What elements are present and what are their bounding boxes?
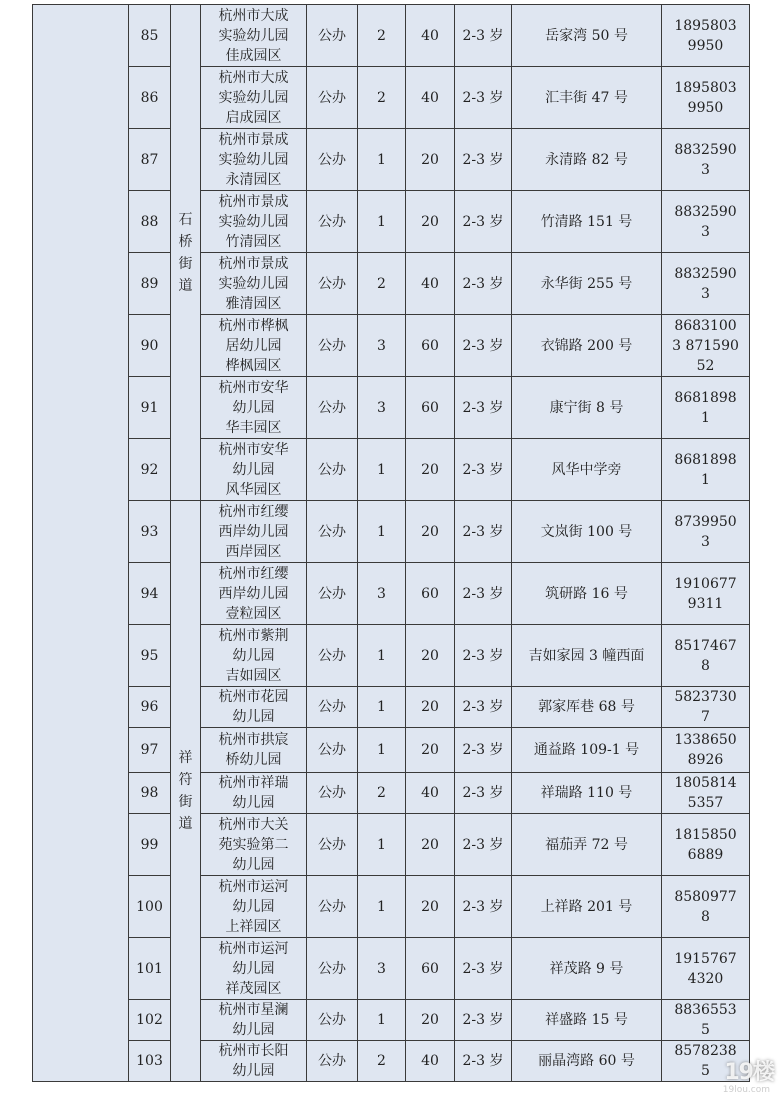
seat-count: 20: [406, 501, 455, 563]
seat-count: 20: [406, 191, 455, 253]
kindergarten-name-line: 杭州市红缨: [218, 565, 289, 582]
kindergarten-name: [201, 814, 307, 876]
row-number: 100: [129, 876, 171, 938]
school-type: 公办: [307, 938, 358, 1000]
table-row: [33, 563, 750, 625]
row-number: 95: [129, 625, 171, 687]
table-row: [33, 1000, 750, 1041]
kindergarten-name-line: 实验幼儿园: [218, 89, 289, 106]
age-range: 2-3 岁: [455, 253, 512, 315]
school-type: 公办: [307, 728, 358, 773]
seat-count: 20: [406, 1000, 455, 1041]
school-type: 公办: [307, 67, 358, 129]
kindergarten-name: [201, 191, 307, 253]
age-range: 2-3 岁: [455, 773, 512, 814]
age-range: 2-3 岁: [455, 687, 512, 728]
address: 康宁街 8 号: [512, 377, 662, 439]
school-type: 公办: [307, 129, 358, 191]
age-range: 2-3 岁: [455, 377, 512, 439]
kindergarten-name: [201, 773, 307, 814]
phone: 86831003 87159052: [662, 315, 750, 377]
kindergarten-name-line: 桥幼儿园: [225, 752, 282, 768]
row-number: 102: [129, 1000, 171, 1041]
kindergarten-name: [201, 687, 307, 728]
seat-count: 40: [406, 1041, 455, 1082]
row-number: 103: [129, 1041, 171, 1082]
age-range: 2-3 岁: [455, 563, 512, 625]
kindergarten-name-line: 杭州市景成: [218, 255, 289, 272]
phone: 18158506889: [662, 814, 750, 876]
table-row: [33, 876, 750, 938]
school-type: 公办: [307, 501, 358, 563]
kindergarten-name-line: 杭州市拱宸: [218, 732, 289, 748]
seat-count: 60: [406, 377, 455, 439]
age-range: 2-3 岁: [455, 625, 512, 687]
kindergarten-name-line: 幼儿园: [232, 461, 275, 478]
address: 衣锦路 200 号: [512, 315, 662, 377]
table-row: [33, 501, 750, 563]
kindergarten-name: [201, 377, 307, 439]
street-cell: [171, 501, 201, 1082]
row-number: 92: [129, 439, 171, 501]
phone: 88365535: [662, 1000, 750, 1041]
school-type: 公办: [307, 439, 358, 501]
table-row: [33, 773, 750, 814]
age-range: 2-3 岁: [455, 1041, 512, 1082]
kindergarten-name: [201, 563, 307, 625]
kindergarten-name: [201, 938, 307, 1000]
class-count: 1: [358, 1000, 406, 1041]
school-type: 公办: [307, 1041, 358, 1082]
phone: 86818981: [662, 377, 750, 439]
row-number: 90: [129, 315, 171, 377]
address: 祥茂路 9 号: [512, 938, 662, 1000]
school-type: 公办: [307, 5, 358, 67]
kindergarten-name-line: 实验幼儿园: [218, 213, 289, 230]
kindergarten-name: [201, 1000, 307, 1041]
class-count: 1: [358, 191, 406, 253]
address: 汇丰街 47 号: [512, 67, 662, 129]
phone: 18958039950: [662, 67, 750, 129]
kindergarten-name-line: 杭州市桦枫: [218, 317, 289, 334]
age-range: 2-3 岁: [455, 129, 512, 191]
kindergarten-name-line: 幼儿园: [232, 1022, 275, 1038]
street-name: 石桥街道: [178, 211, 193, 294]
school-type: 公办: [307, 191, 358, 253]
class-count: 1: [358, 728, 406, 773]
watermark-url: 19lou.com: [722, 1085, 770, 1095]
school-type: 公办: [307, 876, 358, 938]
table-row: [33, 129, 750, 191]
age-range: 2-3 岁: [455, 1000, 512, 1041]
row-number: 87: [129, 129, 171, 191]
kindergarten-name-line: 幼儿园: [232, 795, 275, 811]
kindergarten-name-line: 实验幼儿园: [218, 151, 289, 168]
kindergarten-name-line: 居幼儿园: [225, 337, 282, 354]
row-number: 91: [129, 377, 171, 439]
seat-count: 60: [406, 315, 455, 377]
kindergarten-name: [201, 876, 307, 938]
kindergarten-name-line: 幼儿园: [232, 1063, 275, 1079]
table-row: [33, 377, 750, 439]
kindergarten-name-line: 杭州市景成: [218, 193, 289, 210]
kindergarten-name: [201, 315, 307, 377]
kindergarten-name-line: 实验幼儿园: [218, 27, 289, 44]
school-type: 公办: [307, 563, 358, 625]
phone: 86818981: [662, 439, 750, 501]
table-row: [33, 814, 750, 876]
seat-count: 40: [406, 773, 455, 814]
class-count: 1: [358, 439, 406, 501]
age-range: 2-3 岁: [455, 814, 512, 876]
kindergarten-name-line: 幼儿园: [232, 399, 275, 416]
kindergarten-name-line: 杭州市大成: [218, 69, 289, 86]
kindergarten-name-line: 幼儿园: [232, 709, 275, 725]
table-row: [33, 728, 750, 773]
kindergarten-name-line: 杭州市大关: [218, 816, 289, 833]
kindergarten-table: [32, 4, 750, 1082]
school-type: 公办: [307, 1000, 358, 1041]
row-number: 86: [129, 67, 171, 129]
kindergarten-name-line: 上祥园区: [225, 918, 282, 935]
address: 通益路 109-1 号: [512, 728, 662, 773]
seat-count: 20: [406, 728, 455, 773]
age-range: 2-3 岁: [455, 728, 512, 773]
class-count: 3: [358, 563, 406, 625]
kindergarten-name-line: 杭州市景成: [218, 131, 289, 148]
address: 竹清路 151 号: [512, 191, 662, 253]
seat-count: 20: [406, 625, 455, 687]
kindergarten-name-line: 壹粒园区: [225, 605, 282, 622]
seat-count: 60: [406, 938, 455, 1000]
row-number: 99: [129, 814, 171, 876]
phone: 18958039950: [662, 5, 750, 67]
kindergarten-name-line: 永清园区: [225, 171, 282, 188]
kindergarten-name-line: 西岸幼儿园: [218, 585, 289, 602]
phone: 58237307: [662, 687, 750, 728]
kindergarten-name: [201, 1041, 307, 1082]
table-row: [33, 5, 750, 67]
address: 永华街 255 号: [512, 253, 662, 315]
class-count: 1: [358, 625, 406, 687]
phone: 18058145357: [662, 773, 750, 814]
age-range: 2-3 岁: [455, 67, 512, 129]
age-range: 2-3 岁: [455, 501, 512, 563]
kindergarten-name-line: 杭州市星澜: [218, 1002, 289, 1018]
age-range: 2-3 岁: [455, 191, 512, 253]
address: 福茄弄 72 号: [512, 814, 662, 876]
kindergarten-name-line: 幼儿园: [232, 856, 275, 873]
school-type: 公办: [307, 687, 358, 728]
row-number: 98: [129, 773, 171, 814]
kindergarten-name-line: 杭州市红缨: [218, 503, 289, 520]
address: 郭家厍巷 68 号: [512, 687, 662, 728]
school-type: 公办: [307, 773, 358, 814]
phone: 87399503: [662, 501, 750, 563]
age-range: 2-3 岁: [455, 876, 512, 938]
phone: 19106779311: [662, 563, 750, 625]
phone: 88325903: [662, 129, 750, 191]
class-count: 1: [358, 876, 406, 938]
seat-count: 20: [406, 876, 455, 938]
kindergarten-name-line: 竹清园区: [225, 233, 282, 250]
table-row: [33, 625, 750, 687]
watermark-logo: 19楼: [724, 1060, 774, 1085]
kindergarten-name-line: 华丰园区: [225, 419, 282, 436]
kindergarten-name-line: 佳成园区: [225, 47, 282, 64]
table-row: [33, 315, 750, 377]
address: 上祥路 201 号: [512, 876, 662, 938]
kindergarten-name-line: 杭州市运河: [218, 878, 289, 895]
seat-count: 60: [406, 563, 455, 625]
kindergarten-name-line: 杭州市花园: [218, 689, 289, 705]
class-count: 3: [358, 377, 406, 439]
address: 丽晶湾路 60 号: [512, 1041, 662, 1082]
street-cell: [171, 5, 201, 501]
age-range: 2-3 岁: [455, 315, 512, 377]
row-number: 93: [129, 501, 171, 563]
seat-count: 40: [406, 5, 455, 67]
age-range: 2-3 岁: [455, 938, 512, 1000]
phone: 85809778: [662, 876, 750, 938]
school-type: 公办: [307, 377, 358, 439]
phone: 88325903: [662, 191, 750, 253]
kindergarten-name-line: 雅清园区: [225, 295, 282, 312]
phone: 88325903: [662, 253, 750, 315]
class-count: 2: [358, 5, 406, 67]
class-count: 2: [358, 1041, 406, 1082]
address: 吉如家园 3 幢西面: [512, 625, 662, 687]
address: 文岚街 100 号: [512, 501, 662, 563]
kindergarten-name: [201, 5, 307, 67]
seat-count: 20: [406, 814, 455, 876]
school-type: 公办: [307, 625, 358, 687]
seat-count: 20: [406, 687, 455, 728]
table-row: [33, 191, 750, 253]
kindergarten-name-line: 西岸园区: [225, 543, 282, 560]
class-count: 3: [358, 938, 406, 1000]
seat-count: 20: [406, 129, 455, 191]
address: 筑研路 16 号: [512, 563, 662, 625]
kindergarten-name-line: 吉如园区: [225, 667, 282, 684]
row-number: 101: [129, 938, 171, 1000]
kindergarten-name: [201, 67, 307, 129]
address: 风华中学旁: [512, 439, 662, 501]
class-count: 1: [358, 687, 406, 728]
kindergarten-name-line: 桦枫园区: [225, 357, 282, 374]
row-number: 85: [129, 5, 171, 67]
kindergarten-name-line: 实验幼儿园: [218, 275, 289, 292]
phone: 13386508926: [662, 728, 750, 773]
row-number: 94: [129, 563, 171, 625]
table-row: [33, 938, 750, 1000]
school-type: 公办: [307, 253, 358, 315]
kindergarten-name-line: 幼儿园: [232, 960, 275, 977]
street-name: 祥符街道: [178, 750, 193, 832]
age-range: 2-3 岁: [455, 439, 512, 501]
phone: 85174678: [662, 625, 750, 687]
class-count: 1: [358, 501, 406, 563]
table-row: [33, 1041, 750, 1082]
table-row: [33, 253, 750, 315]
row-number: 97: [129, 728, 171, 773]
kindergarten-name: [201, 253, 307, 315]
kindergarten-name: [201, 728, 307, 773]
class-count: 2: [358, 773, 406, 814]
table-body: [33, 5, 750, 1082]
class-count: 2: [358, 67, 406, 129]
class-count: 3: [358, 315, 406, 377]
address: 岳家湾 50 号: [512, 5, 662, 67]
kindergarten-name-line: 风华园区: [225, 481, 282, 498]
district-cell: [33, 5, 129, 1082]
address: 祥瑞路 110 号: [512, 773, 662, 814]
kindergarten-name-line: 杭州市运河: [218, 940, 289, 957]
kindergarten-name-line: 杭州市祥瑞: [218, 775, 289, 791]
kindergarten-name: [201, 625, 307, 687]
class-count: 2: [358, 253, 406, 315]
watermark: [716, 1055, 774, 1095]
seat-count: 40: [406, 253, 455, 315]
kindergarten-name-line: 杭州市安华: [218, 441, 289, 458]
kindergarten-name: [201, 501, 307, 563]
phone: 85782385: [662, 1041, 750, 1082]
kindergarten-name-line: 西岸幼儿园: [218, 523, 289, 540]
kindergarten-name: [201, 439, 307, 501]
kindergarten-name-line: 杭州市安华: [218, 379, 289, 396]
table-row: [33, 687, 750, 728]
school-type: 公办: [307, 814, 358, 876]
phone: 19157674320: [662, 938, 750, 1000]
kindergarten-name-line: 苑实验第二: [218, 836, 289, 853]
table-row: [33, 439, 750, 501]
age-range: 2-3 岁: [455, 5, 512, 67]
class-count: 1: [358, 129, 406, 191]
kindergarten-name-line: 祥茂园区: [225, 980, 282, 997]
address: 祥盛路 15 号: [512, 1000, 662, 1041]
table-row: [33, 67, 750, 129]
row-number: 96: [129, 687, 171, 728]
row-number: 88: [129, 191, 171, 253]
address: 永清路 82 号: [512, 129, 662, 191]
seat-count: 40: [406, 67, 455, 129]
row-number: 89: [129, 253, 171, 315]
kindergarten-name-line: 杭州市长阳: [218, 1043, 289, 1059]
class-count: 1: [358, 814, 406, 876]
kindergarten-name: [201, 129, 307, 191]
school-type: 公办: [307, 315, 358, 377]
kindergarten-name-line: 杭州市大成: [218, 7, 289, 24]
kindergarten-name-line: 启成园区: [225, 109, 282, 126]
seat-count: 20: [406, 439, 455, 501]
kindergarten-name-line: 幼儿园: [232, 647, 275, 664]
kindergarten-name-line: 杭州市紫荆: [218, 627, 289, 644]
kindergarten-name-line: 幼儿园: [232, 898, 275, 915]
